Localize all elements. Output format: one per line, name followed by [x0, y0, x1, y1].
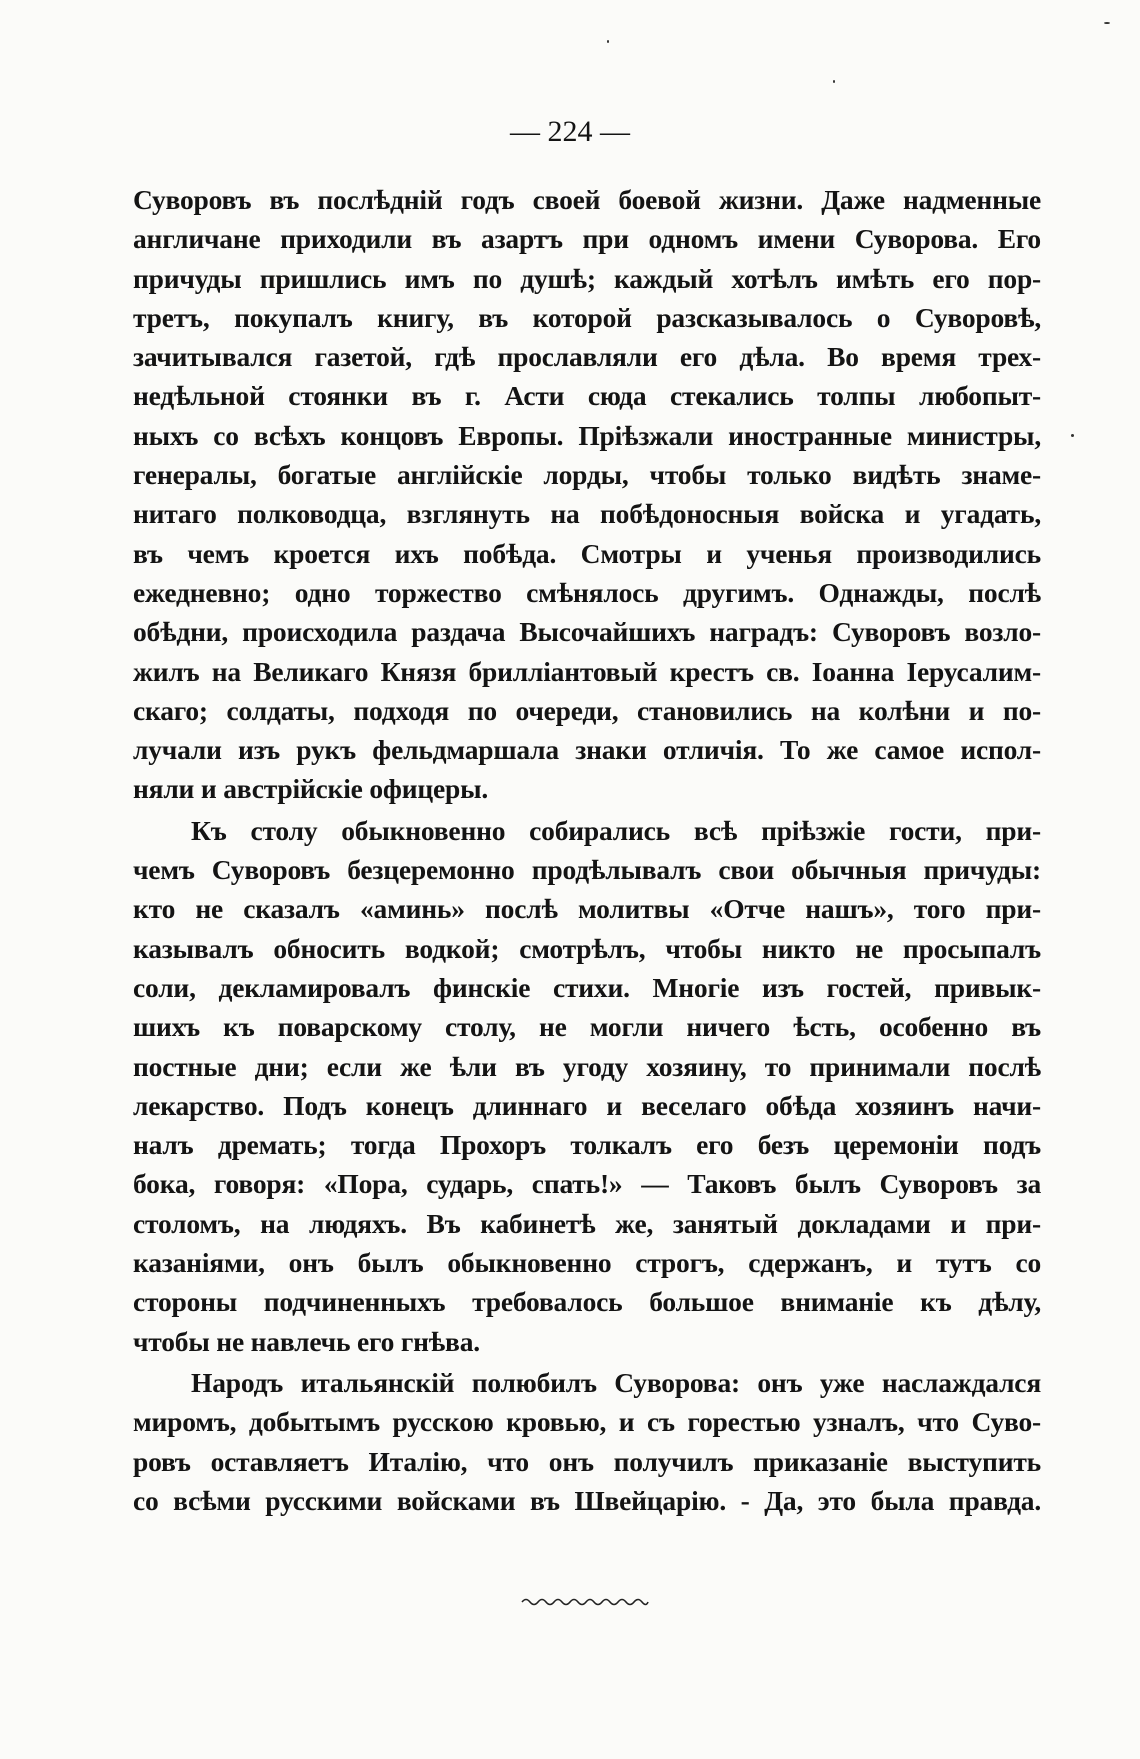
text-line: скаго; солдаты, подходя по очереди, становились на колѣни и по-: [133, 694, 1041, 726]
text-line: недѣльной стоянки въ г. Асти сюда стекались толпы любопыт-: [133, 380, 1041, 412]
text-line: бока, говоря: «Пора, сударь, спать!» — Таковъ былъ Суворовъ за: [133, 1168, 1041, 1200]
text-line: ныхъ со всѣхъ концовъ Европы. Прiѣзжали иностранные министры,: [133, 419, 1041, 451]
text-line: налъ дремать; тогда Прохоръ толкалъ его безъ церемонiи подъ: [133, 1129, 1041, 1161]
text-line: казанiями, онъ былъ обыкновенно строгъ, сдержанъ, и тутъ со: [133, 1247, 1041, 1279]
text-line: столомъ, на людяхъ. Въ кабинетѣ же, занятый докладами и при-: [133, 1207, 1041, 1239]
text-line: Народъ итальянскiй полюбилъ Суворова: онъ уже наслаждался: [191, 1366, 1041, 1398]
text-line: жилъ на Великаго Князя бриллiантовый крестъ св. Iоанна Iерусалим-: [133, 655, 1041, 687]
text-line: въ чемъ кроется ихъ побѣда. Смотры и ученья производились: [133, 537, 1041, 569]
print-speck: [833, 80, 835, 83]
text-line: причуды пришлись имъ по душѣ; каждый хотѣлъ имѣть его пор-: [133, 262, 1041, 294]
text-line: третъ, покупалъ книгу, въ которой разсказывалось о Суворовѣ,: [133, 301, 1041, 333]
text-line: лучали изъ рукъ фельдмаршала знаки отличiя. То же самое испол-: [133, 734, 1041, 766]
text-line: ежедневно; одно торжество смѣнялось другимъ. Однажды, послѣ: [133, 576, 1041, 608]
text-line: со всѣми русскими войсками въ Швейцарiю. - Да, это была правда.: [133, 1484, 1041, 1516]
print-speck: [1104, 22, 1110, 24]
paragraph-2: [133, 811, 1041, 1361]
text-line: соли, декламировалъ финскiе стихи. Многiе изъ гостей, привык-: [133, 971, 1041, 1003]
text-line: англичане приходили въ азартъ при одномъ имени Суворова. Его: [133, 223, 1041, 255]
text-line: Суворовъ въ послѣднiй годъ своей боевой жизни. Даже надменные: [133, 184, 1041, 215]
text-line: лекарство. Подъ конецъ длиннаго и веселаго обѣда хозяинъ начи-: [133, 1089, 1041, 1121]
text-line: постные дни; если же ѣли въ угоду хозяину, то принимали послѣ: [133, 1050, 1041, 1082]
text-line: чемъ Суворовъ безцеремонно продѣлывалъ свои обычныя причуды:: [133, 854, 1041, 886]
text-line: шихъ къ поварскому столу, не могли ничего ѣсть, особенно въ: [133, 1011, 1041, 1043]
text-line: обѣдни, происходила раздача Высочайшихъ наградъ: Суворовъ возло-: [133, 616, 1041, 648]
text-line: кто не сказалъ «аминь» послѣ молитвы «Отче нашъ», того при-: [133, 893, 1041, 925]
text-line: казывалъ обносить водкой; смотрѣлъ, чтобы никто не просыпалъ: [133, 932, 1041, 964]
text-line: ровъ оставляетъ Италiю, что онъ получилъ приказанiе выступить: [133, 1445, 1041, 1477]
print-speck: [1071, 434, 1074, 437]
text-line: миромъ, добытымъ русскою кровью, и съ горестью узналъ, что Суво-: [133, 1406, 1041, 1438]
paragraph-3: [133, 1363, 1041, 1520]
text-line: чтобы не навлечь его гнѣва.: [133, 1325, 480, 1357]
text-line: няли и австрiйскiе офицеры.: [133, 773, 489, 805]
print-speck: [607, 40, 609, 43]
paragraph-1: [133, 180, 1041, 809]
wavy-rule-ornament: [520, 1595, 650, 1609]
text-line: нитаго полководца, взглянуть на побѣдоносныя войска и угадать,: [133, 498, 1041, 530]
text-line: Къ столу обыкновенно собирались всѣ прiѣзжiе гости, при-: [191, 814, 1041, 846]
text-line: стороны подчиненныхъ требовалось большое вниманiе къ дѣлу,: [133, 1286, 1041, 1318]
text-line: генералы, богатые англiйскiе лорды, чтобы только видѣть знаме-: [133, 459, 1041, 491]
page-number: — 224 —: [510, 115, 630, 148]
text-line: зачитывался газетой, гдѣ прославляли его дѣла. Во время трех-: [133, 341, 1041, 373]
body-text: [133, 180, 1041, 1520]
